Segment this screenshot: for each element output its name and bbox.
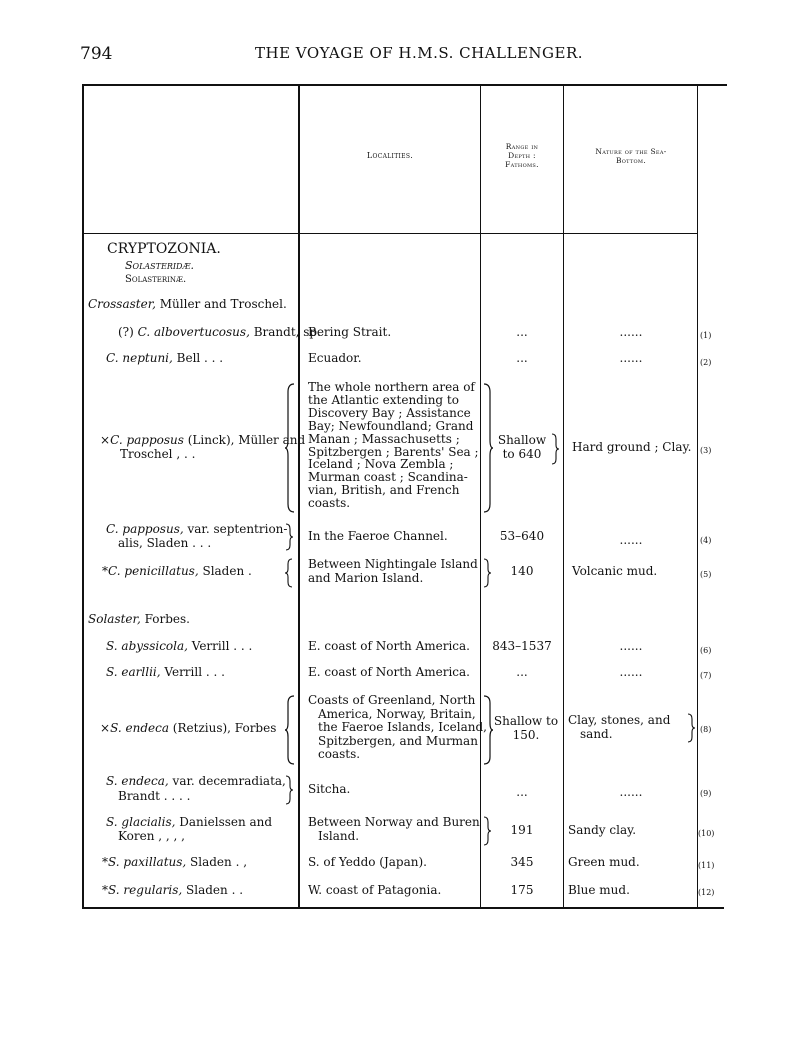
footnote-ref: (3)	[700, 446, 712, 455]
species-authority: var. septentrion-	[183, 522, 288, 536]
col-divider-3	[563, 85, 564, 908]
depth: 345	[510, 855, 534, 869]
page-number: 794	[80, 44, 113, 64]
locality: Sitcha.	[308, 782, 351, 796]
footnote-ref: (5)	[700, 570, 712, 579]
depth: ...	[516, 351, 528, 365]
column-header-range	[482, 142, 562, 169]
footnote-ref: (11)	[698, 861, 715, 870]
sea-bottom: Green mud.	[568, 855, 640, 869]
footnote-ref: (10)	[698, 829, 715, 838]
footnote-ref: (12)	[698, 888, 715, 897]
locality-line: America, Norway, Britain,	[318, 706, 476, 721]
sea-bottom: ......	[619, 665, 643, 679]
depth	[490, 715, 562, 742]
species-name	[102, 856, 247, 870]
sea-bottom-line: Clay, stones, and	[568, 713, 671, 727]
left-brace-icon	[284, 558, 294, 588]
depth-line: Shallow	[497, 433, 547, 447]
depth: 53–640	[499, 529, 545, 543]
range-header-line2: Depth :	[508, 151, 536, 160]
column-header-nature	[565, 147, 697, 165]
locality-line: coasts.	[318, 747, 361, 762]
sea-bottom: Blue mud.	[568, 883, 630, 897]
left-brace-icon	[284, 694, 296, 766]
sea-bottom: ......	[619, 325, 643, 339]
locality-line: vian, British, and French	[308, 483, 460, 498]
left-brace-icon	[284, 382, 296, 514]
sea-bottom: Sandy clay.	[568, 823, 637, 837]
depth-line: to 640	[502, 446, 542, 461]
species-binomial: C. penicillatus,	[108, 564, 199, 578]
footnote-ref: (1)	[700, 331, 712, 340]
species-binomial: S. paxillatus,	[108, 855, 187, 869]
species-binomial: S. abyssicola,	[106, 639, 188, 653]
right-brace-icon	[686, 713, 696, 743]
depth-line: Shallow to	[493, 714, 559, 728]
locality	[308, 558, 478, 585]
species-prefix: *	[102, 883, 108, 897]
species-binomial: S. glacialis,	[106, 815, 176, 829]
species-name-cont: Koren , , , ,	[118, 829, 185, 843]
locality: Ecuador.	[308, 351, 362, 365]
footnote-ref: (6)	[700, 646, 712, 655]
species-name	[106, 523, 287, 537]
species-name-cont: alis, Sladen . . .	[118, 536, 212, 550]
species-authority: Verrill . . .	[160, 665, 225, 679]
sea-bottom: Volcanic mud.	[572, 564, 658, 578]
species-name	[106, 775, 286, 789]
sea-bottom-line: sand.	[580, 726, 613, 741]
footnote-ref: (9)	[700, 789, 712, 798]
species-authority: Bell . . .	[172, 351, 224, 365]
right-brace-icon	[284, 523, 294, 551]
nature-header-line1: Nature of the Sea-	[595, 147, 667, 156]
locality-line: Manan ; Massachusetts ;	[308, 431, 460, 446]
species-authority: Sladen .	[198, 564, 252, 578]
species-name	[100, 722, 276, 736]
species-authority: Brandt, sp.	[249, 325, 321, 339]
depth: 140	[510, 564, 534, 578]
sea-bottom: ......	[619, 785, 643, 799]
locality: W. coast of Patagonia.	[308, 883, 442, 897]
locality	[308, 694, 487, 762]
depth: 843–1537	[492, 639, 552, 653]
depth: ...	[516, 665, 528, 679]
depth: ...	[516, 325, 528, 339]
locality-line: Bay; Newfoundland; Grand	[308, 418, 474, 433]
depth: 191	[510, 823, 534, 837]
subfamily-heading: Solasterinæ.	[125, 274, 187, 285]
right-brace-icon	[284, 775, 294, 805]
species-binomial: C. neptuni,	[106, 351, 173, 365]
range-header-line1: Range in	[505, 142, 539, 151]
locality-line: and Marion Island.	[308, 570, 424, 585]
nature-header-line2: Bottom.	[615, 156, 647, 165]
locality: E. coast of North America.	[308, 639, 470, 653]
species-name	[118, 326, 321, 340]
species-binomial: S. regularis,	[108, 883, 183, 897]
species-binomial: C. albovertucosus,	[137, 325, 250, 339]
species-authority: Danielssen and	[175, 815, 273, 829]
sea-bottom: ......	[619, 533, 643, 547]
locality-line: Spitzbergen ; Barents' Sea ;	[308, 444, 479, 459]
footnote-ref: (7)	[700, 671, 712, 680]
species-authority: var. decemradiata,	[168, 774, 286, 788]
locality	[308, 816, 480, 843]
species-prefix: (?)	[118, 325, 138, 339]
col-divider-1	[298, 85, 300, 908]
species-name	[102, 565, 252, 579]
locality-line: coasts.	[308, 496, 351, 511]
header-bottom-rule	[82, 233, 697, 234]
species-prefix: *	[102, 564, 108, 578]
locality-line: the Atlantic extending to	[308, 392, 459, 407]
species-binomial: S. endeca	[110, 721, 169, 735]
species-name	[100, 434, 305, 448]
depth-line: 150.	[512, 727, 540, 742]
species-binomial: S. endeca,	[106, 774, 169, 788]
species-prefix: ×	[100, 721, 111, 735]
species-binomial: C. papposus,	[106, 522, 184, 536]
depth: 175	[510, 883, 534, 897]
species-name-cont: Troschel , . .	[120, 447, 196, 461]
locality-line: Discovery Bay ; Assistance	[308, 405, 471, 420]
footnote-ref: (8)	[700, 725, 712, 734]
locality-line: Between Norway and Buren	[308, 815, 480, 829]
footnote-ref: (4)	[700, 536, 712, 545]
genus-authority: Müller and Troschel.	[155, 297, 287, 311]
locality-line: Coasts of Greenland, North	[308, 693, 476, 707]
genus-heading-crossaster	[88, 298, 287, 312]
species-authority: Sladen . .	[182, 883, 244, 897]
species-authority: (Linck), Müller and	[183, 433, 306, 447]
sea-bottom: ......	[619, 639, 643, 653]
species-name	[102, 884, 243, 898]
species-binomial: C. papposus	[110, 433, 184, 447]
running-title: THE VOYAGE OF H.M.S. CHALLENGER.	[255, 44, 584, 62]
depth: ...	[516, 785, 528, 799]
species-name	[106, 666, 225, 680]
left-border	[82, 85, 84, 908]
locality-line: Between Nightingale Island	[308, 557, 478, 571]
locality	[308, 381, 479, 510]
species-name	[106, 352, 223, 366]
right-brace-icon	[550, 433, 560, 465]
locality-line: Spitzbergen, and Murman	[318, 733, 478, 748]
locality-line: Murman coast ; Scandina-	[308, 470, 468, 485]
genus-name: Solaster,	[88, 612, 141, 626]
species-authority: (Retzius), Forbes	[168, 721, 277, 735]
locality: E. coast of North America.	[308, 665, 470, 679]
species-authority: Verrill . . .	[187, 639, 253, 653]
family-heading: Solasteridæ.	[125, 259, 194, 272]
genus-heading-solaster	[88, 613, 190, 627]
locality: Bering Strait.	[308, 325, 392, 339]
species-name	[106, 816, 272, 830]
col-divider-4	[697, 85, 698, 908]
right-brace-icon	[482, 382, 494, 514]
sea-bottom: Hard ground ; Clay.	[572, 440, 692, 454]
order-heading: CRYPTOZONIA.	[107, 241, 221, 257]
depth	[494, 434, 550, 461]
locality-line: the Faeroe Islands, Iceland,	[318, 720, 487, 735]
species-prefix: ×	[100, 433, 111, 447]
genus-name: Crossaster,	[88, 297, 156, 311]
locality-line: Island.	[318, 828, 360, 843]
species-name-cont: Brandt . . . .	[118, 789, 191, 803]
table-bottom-rule	[82, 907, 724, 909]
species-name	[106, 640, 252, 654]
genus-authority: Forbes.	[140, 612, 190, 626]
locality-line: The whole northern area of	[308, 380, 475, 394]
sea-bottom	[568, 714, 670, 741]
footnote-ref: (2)	[700, 358, 712, 367]
range-header-line3: Fathoms.	[505, 160, 539, 169]
column-header-localities: Localities.	[366, 151, 414, 160]
table-top-rule	[82, 84, 727, 86]
locality-line: Iceland ; Nova Zembla ;	[308, 457, 454, 472]
species-binomial: S. earllii,	[106, 665, 161, 679]
species-authority: Sladen . ,	[186, 855, 248, 869]
locality: S. of Yeddo (Japan).	[308, 855, 427, 869]
species-prefix: *	[102, 855, 108, 869]
sea-bottom: ......	[619, 351, 643, 365]
locality: In the Faeroe Channel.	[308, 529, 448, 543]
